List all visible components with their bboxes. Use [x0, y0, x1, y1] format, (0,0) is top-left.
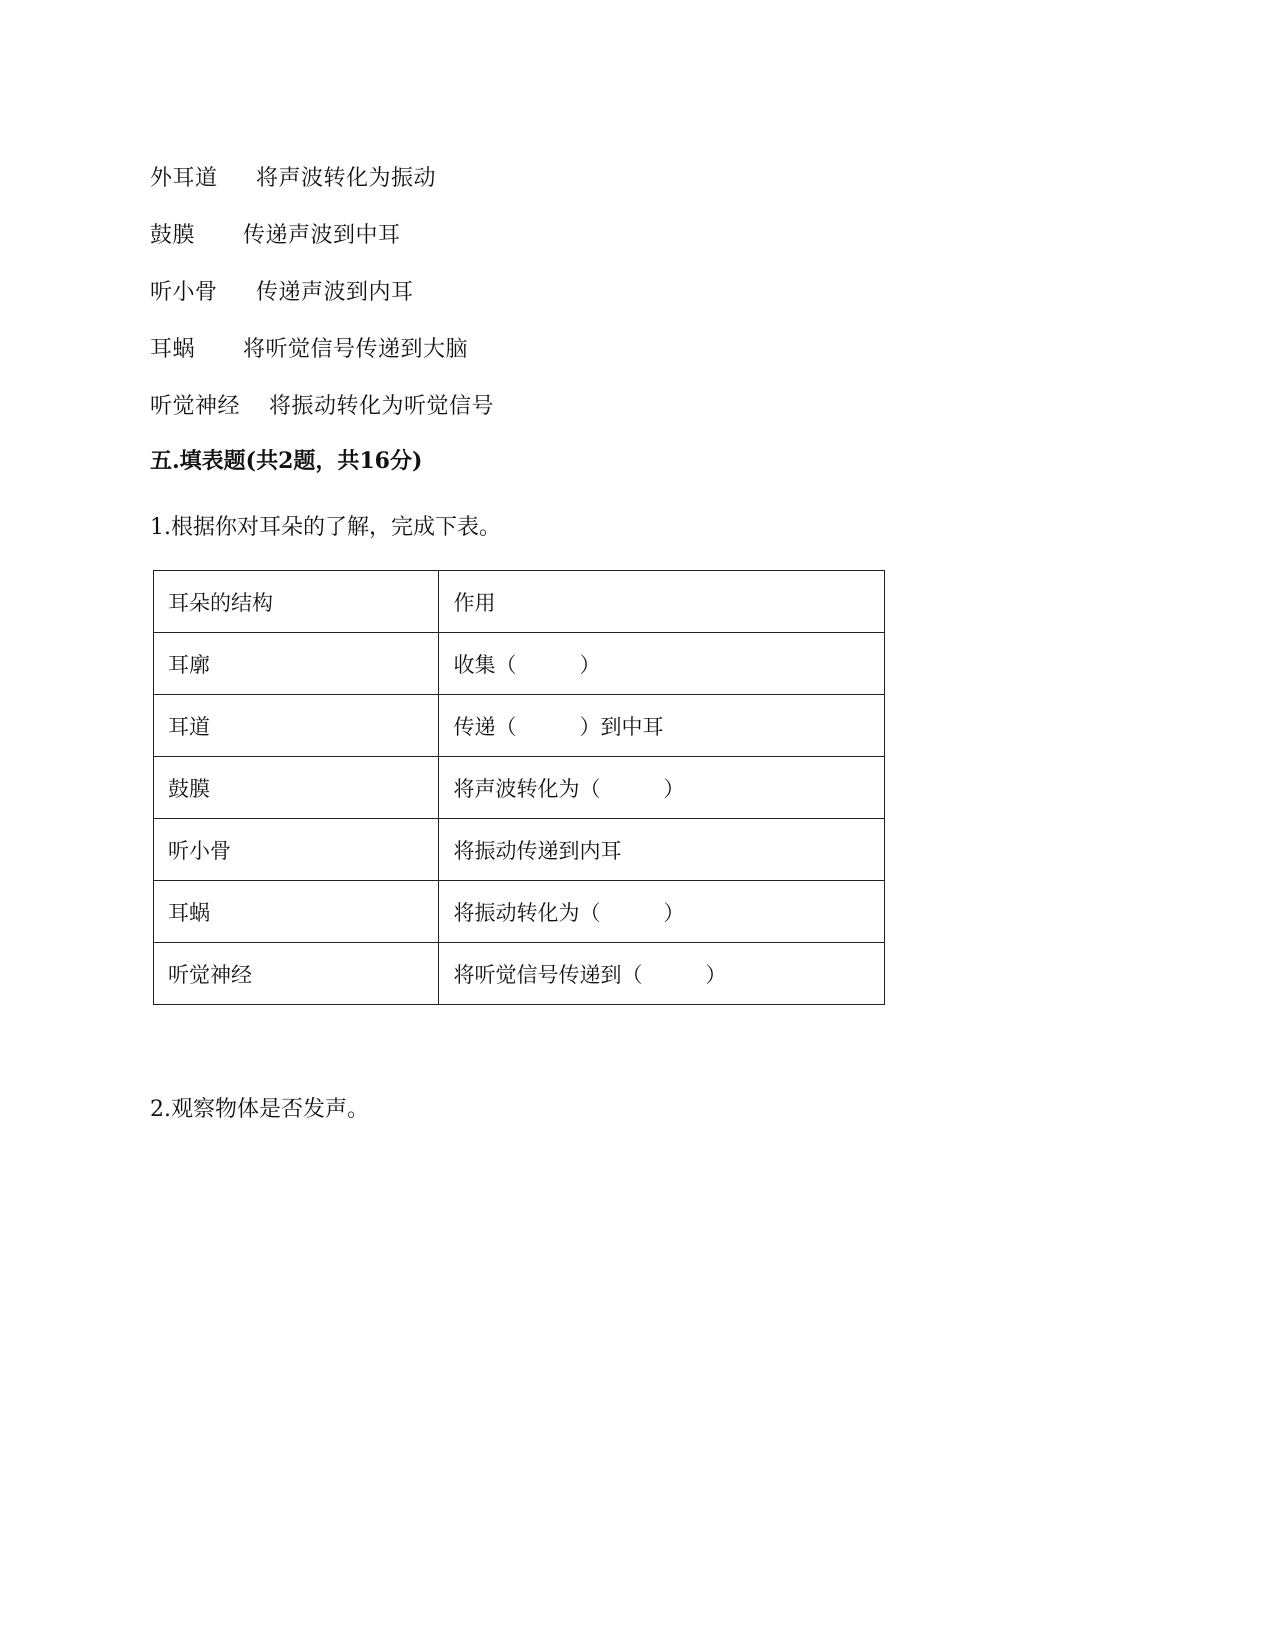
matching-list — [150, 148, 494, 433]
table-row — [154, 757, 885, 819]
table-row — [154, 819, 885, 881]
matching-row — [150, 205, 494, 262]
section-title: 五.填表题(共2题，共16分) — [150, 448, 423, 474]
table-header-row — [154, 571, 885, 633]
table-cell-structure: 鼓膜 — [154, 757, 439, 819]
table-header-cell: 耳朵的结构 — [154, 571, 439, 633]
table-cell-structure: 耳道 — [154, 695, 439, 757]
table-cell-structure: 耳廓 — [154, 633, 439, 695]
table-header-cell: 作用 — [439, 571, 885, 633]
matching-description: 传递声波到内耳 — [256, 280, 414, 305]
table-cell-function: 传递（ ）到中耳 — [439, 695, 885, 757]
matching-description: 将声波转化为振动 — [256, 166, 437, 191]
matching-term: 听觉神经 — [150, 394, 241, 419]
table-row — [154, 695, 885, 757]
matching-row — [150, 319, 494, 376]
table-cell-function: 将振动传递到内耳 — [439, 819, 885, 881]
table-cell-structure: 耳蜗 — [154, 881, 439, 943]
table-cell-function: 收集（ ） — [439, 633, 885, 695]
question-2: 2.观察物体是否发声。 — [150, 1097, 369, 1122]
table-cell-function: 将振动转化为（ ） — [439, 881, 885, 943]
ear-structure-table — [153, 570, 885, 1005]
matching-description: 将听觉信号传递到大脑 — [243, 337, 469, 362]
matching-term: 鼓膜 — [150, 223, 196, 248]
table-cell-function: 将听觉信号传递到（ ） — [439, 943, 885, 1005]
table-cell-function: 将声波转化为（ ） — [439, 757, 885, 819]
matching-row — [150, 148, 494, 205]
table-row — [154, 943, 885, 1005]
matching-row — [150, 262, 494, 319]
matching-term: 耳蜗 — [150, 337, 196, 362]
question-1: 1.根据你对耳朵的了解，完成下表。 — [150, 515, 501, 540]
table-cell-structure: 听觉神经 — [154, 943, 439, 1005]
matching-row — [150, 376, 494, 433]
matching-term: 听小骨 — [150, 280, 218, 305]
table-row — [154, 633, 885, 695]
table-cell-structure: 听小骨 — [154, 819, 439, 881]
matching-description: 将振动转化为听觉信号 — [269, 394, 495, 419]
matching-term: 外耳道 — [150, 166, 218, 191]
table-row — [154, 881, 885, 943]
matching-description: 传递声波到中耳 — [243, 223, 401, 248]
